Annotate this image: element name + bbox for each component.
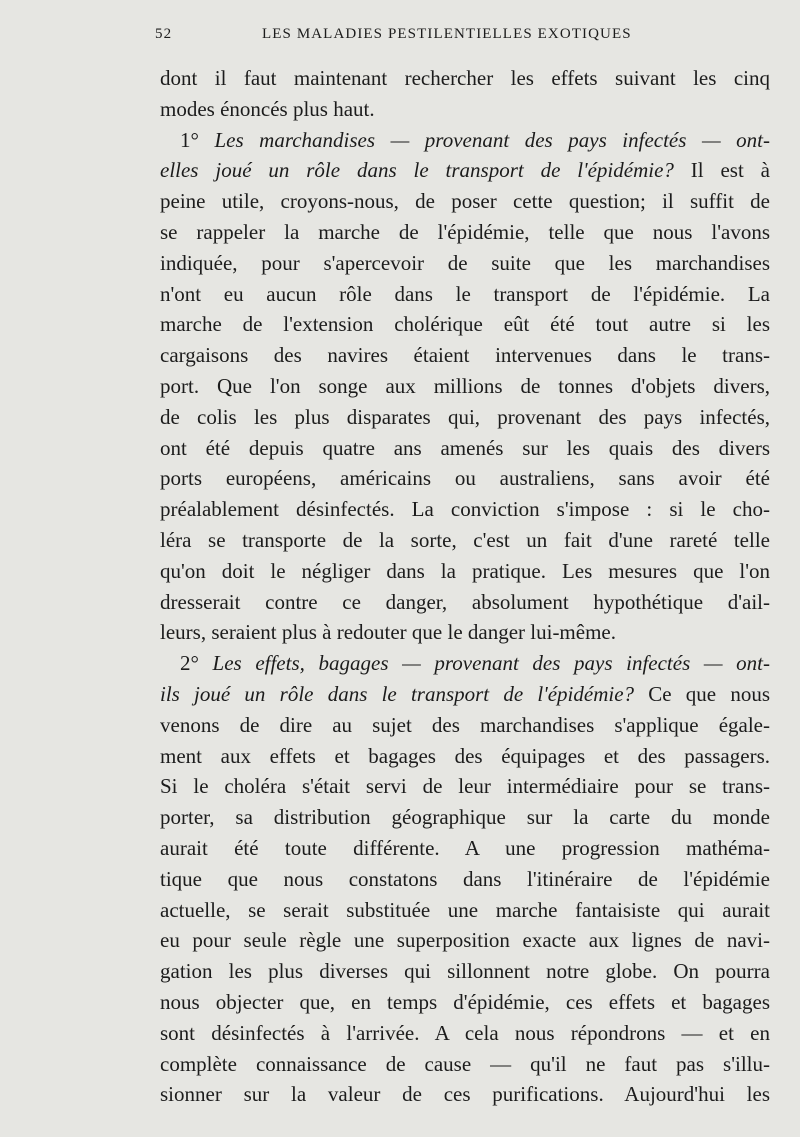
text-run: cargaisons des navires étaient intervenues dans le trans- [160,343,770,368]
text-line [160,125,770,156]
text-run: actuelle, se serait substituée une marche fantaisiste qui aurait [160,897,770,922]
text-run: Ce que nous [634,681,771,706]
text-line [160,155,770,186]
text-line [160,648,770,679]
text-line [160,248,770,279]
text-line [160,1018,770,1049]
text-run: modes énoncés plus haut. [160,96,375,121]
text-run: aurait été toute différente. A une progression mathéma- [160,835,770,860]
body-text [160,63,770,1110]
text-line [160,556,770,587]
text-run: marche de l'extension cholérique eût été tout autre si les [160,312,770,337]
text-line [160,1079,770,1110]
text-run: porter, sa distribution géographique sur la carte du monde [160,805,770,830]
italic-text: Les marchandises — provenant des pays infectés — ont- [214,127,771,152]
running-title: LES MALADIES PESTILENTIELLES EXOTIQUES [262,26,632,42]
italic-text: elles joué un rôle dans le transport de l'épidémie? [160,158,674,183]
text-run: ont été depuis quatre ans amenés sur les quais des divers [160,435,770,460]
text-line [160,895,770,926]
text-line [160,309,770,340]
text-line [160,463,770,494]
text-run: Il est à [673,158,770,183]
text-run: peine utile, croyons-nous, de poser cette question; il suffit de [160,189,770,214]
text-run: se rappeler la marche de l'épidémie, telle que nous l'avons [160,219,770,244]
italic-text: Les effets, bagages — provenant des pays infectés — ont- [212,651,770,676]
text-run: gation les plus diverses qui sillonnent notre globe. On pourra [160,959,770,984]
text-run: 1° [180,127,215,152]
page-number: 52 [155,26,173,42]
text-run: venons de dire au sujet des marchandises s'applique égale- [160,712,770,737]
text-run: sont désinfectés à l'arrivée. A cela nous répondrons — et en [160,1020,770,1045]
text-line [160,925,770,956]
text-run: de colis les plus disparates qui, provenant des pays infectés, [160,404,770,429]
text-line [160,679,770,710]
text-line [160,617,770,648]
text-run: dont il faut maintenant rechercher les effets suivant les cinq [160,66,770,90]
text-line [160,802,770,833]
text-line [160,94,770,125]
text-line [160,494,770,525]
text-line [160,956,770,987]
text-line [160,987,770,1018]
text-line [160,186,770,217]
text-run: ment aux effets et bagages des équipages et des passagers. [160,743,770,768]
text-line [160,741,770,772]
text-line [160,1049,770,1080]
text-run: tique que nous constatons dans l'itinéraire de l'épidémie [160,866,770,891]
italic-text: ils joué un rôle dans le transport de l'épidémie? [160,681,635,706]
text-line [160,63,770,94]
text-run: dresserait contre ce danger, absolument hypothétique d'ail- [160,589,770,614]
text-run: nous objecter que, en temps d'épidémie, ces effets et bagages [160,989,770,1014]
text-run: complète connaissance de cause — qu'il ne faut pas s'illu- [160,1051,770,1076]
text-line [160,833,770,864]
text-line [160,433,770,464]
text-line [160,710,770,741]
text-run: Si le choléra s'était servi de leur intermédiaire pour se trans- [160,774,770,799]
text-line [160,864,770,895]
text-run: ports européens, américains ou australiens, sans avoir été [160,466,770,491]
text-line [160,217,770,248]
text-run: eu pour seule règle une superposition exacte aux lignes de navi- [160,928,770,953]
text-line [160,771,770,802]
text-run: indiquée, pour s'apercevoir de suite que les marchandises [160,250,770,275]
text-run: 2° [180,651,213,676]
text-run: préalablement désinfectés. La conviction s'impose : si le cho- [160,497,770,522]
text-line [160,371,770,402]
text-line [160,340,770,371]
page-header [155,26,770,50]
text-line [160,525,770,556]
text-line [160,587,770,618]
text-run: n'ont eu aucun rôle dans le transport de l'épidémie. La [160,281,770,306]
text-line [160,279,770,310]
text-run: léra se transporte de la sorte, c'est un fait d'une rareté telle [160,527,770,552]
text-run: qu'on doit le négliger dans la pratique. Les mesures que l'on [160,558,770,583]
text-run: port. Que l'on songe aux millions de tonnes d'objets divers, [160,373,770,398]
text-run: sionner sur la valeur de ces purifications. Aujourd'hui les [160,1082,770,1107]
text-run: leurs, seraient plus à redouter que le danger lui-même. [160,620,616,645]
text-line [160,402,770,433]
